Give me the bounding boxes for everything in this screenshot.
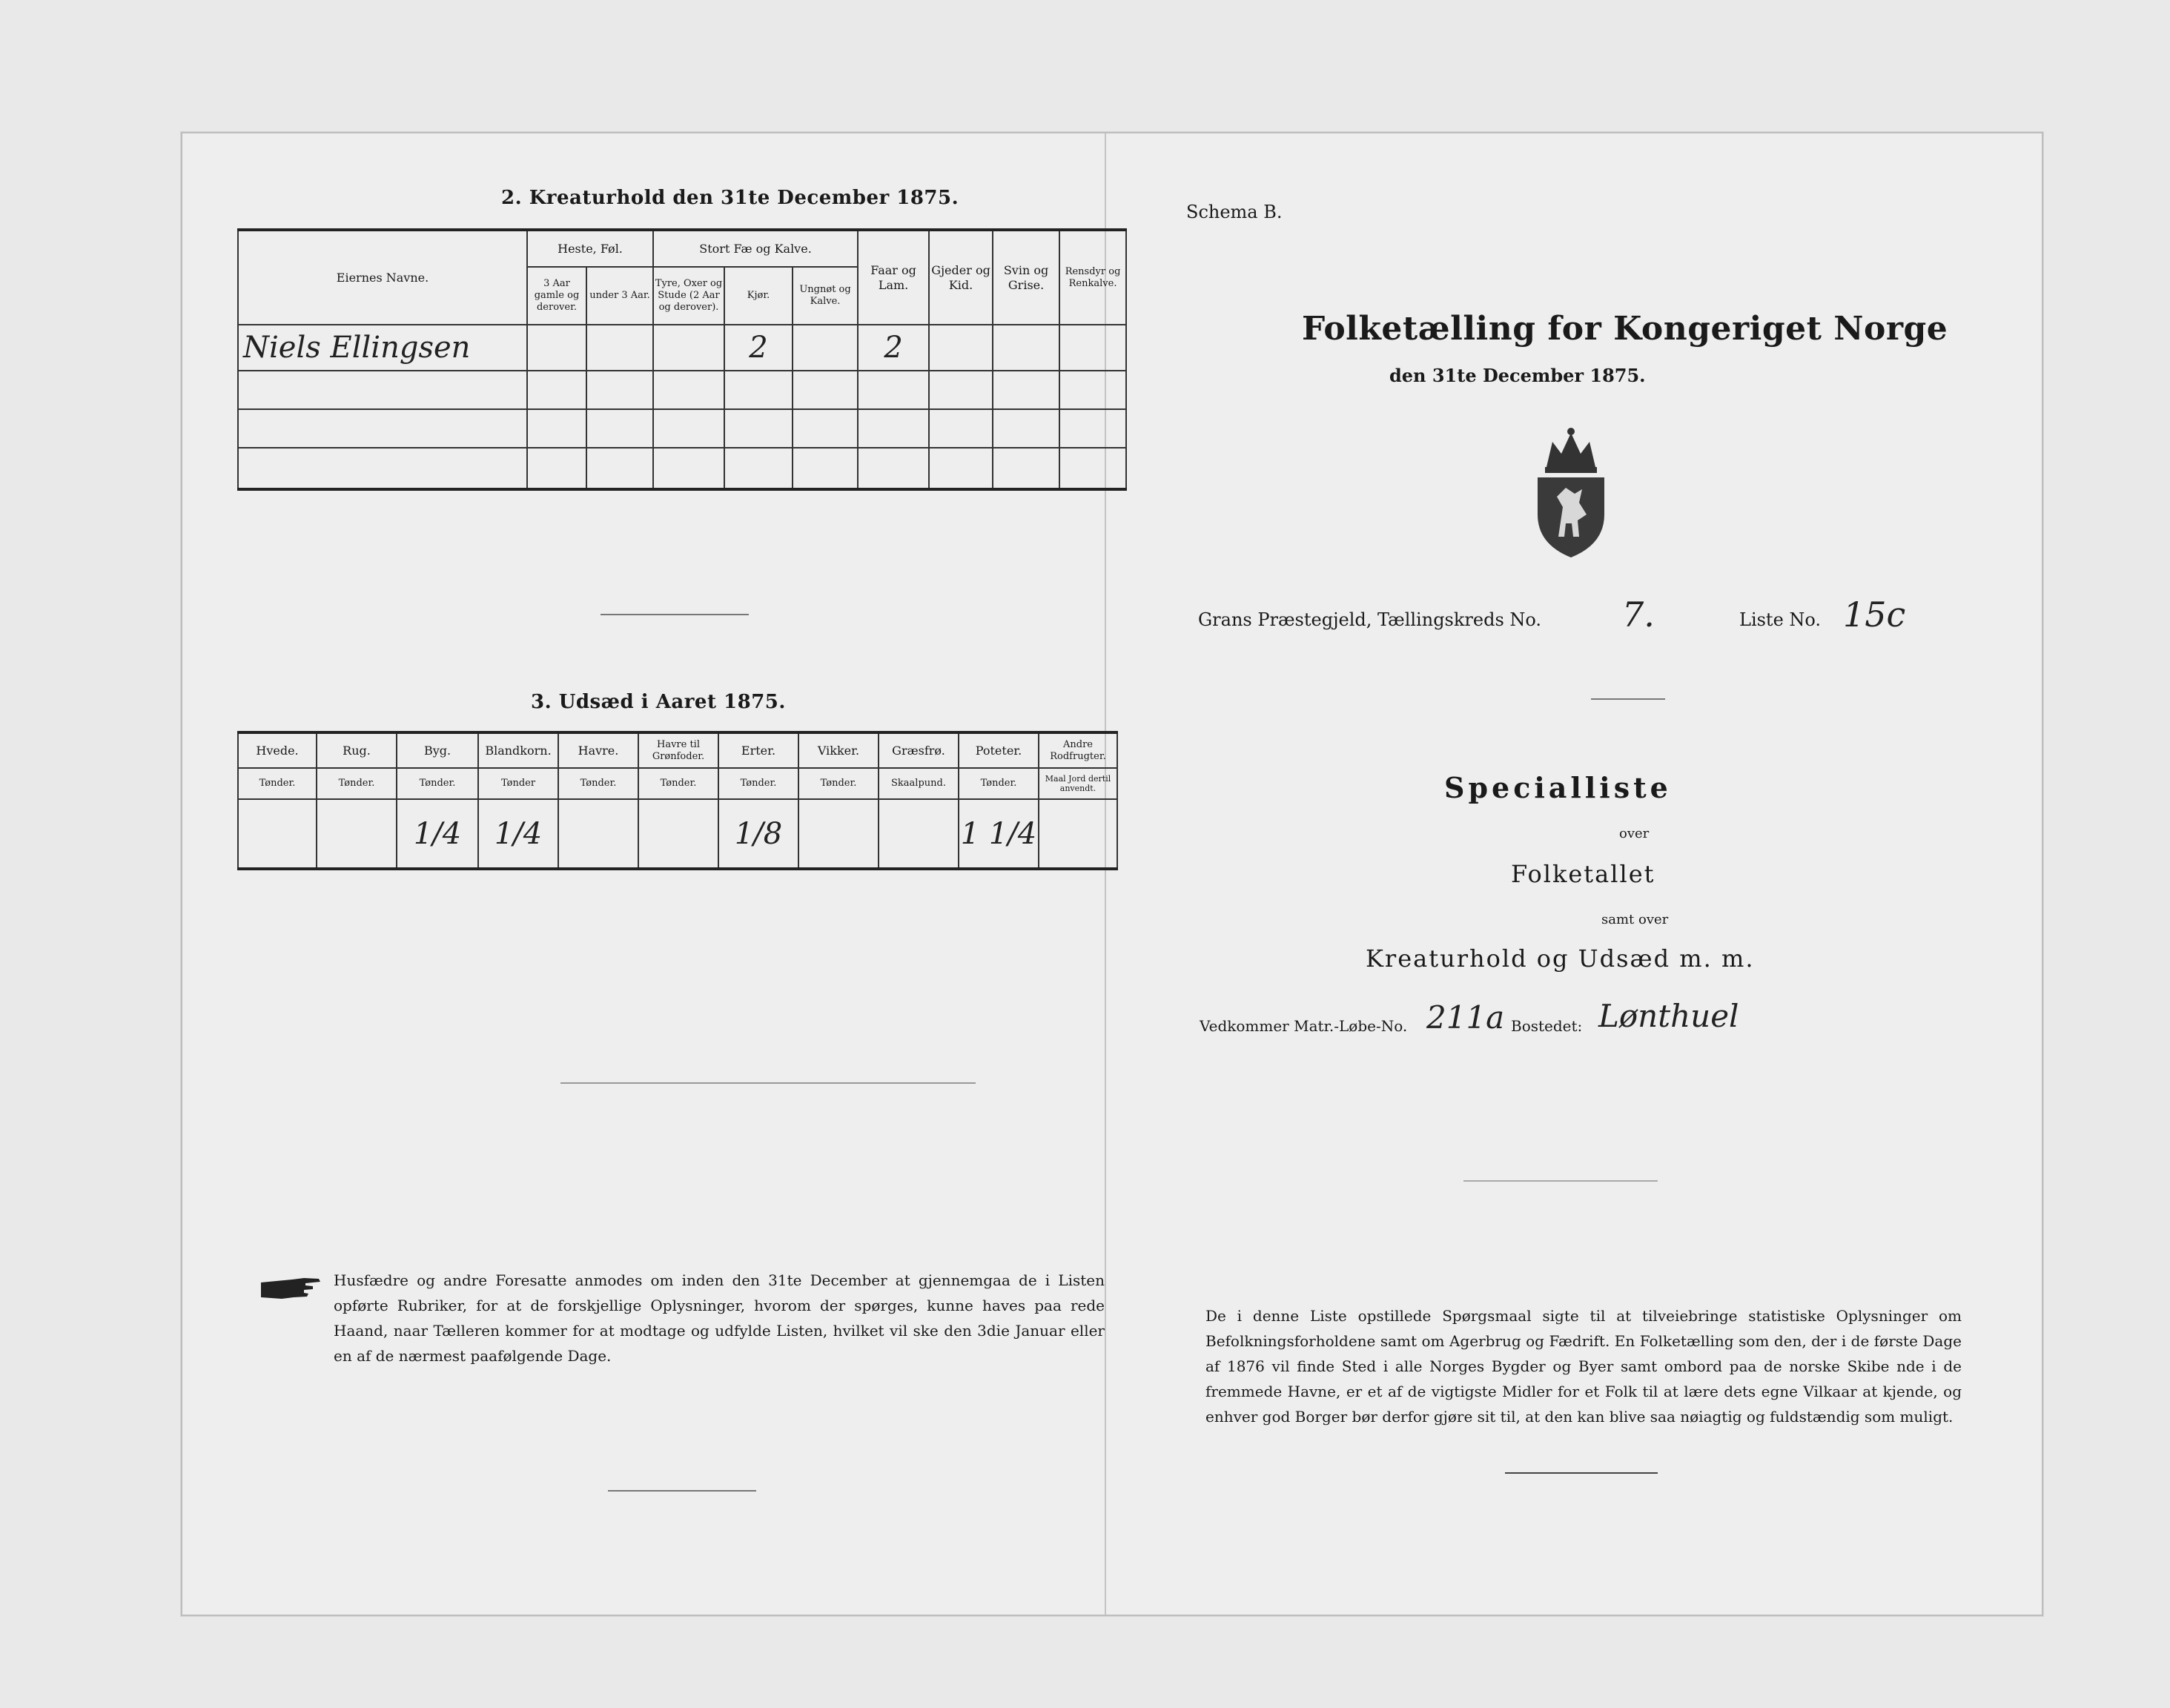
seed-col-unit: Tønder.: [397, 768, 478, 799]
seed-col-unit: Tønder.: [558, 768, 638, 799]
table-cell: [793, 371, 858, 409]
table-cell: [586, 371, 653, 409]
table-cell: [238, 409, 527, 448]
census-date: den 31te December 1875.: [1389, 365, 1646, 386]
seed-col-unit: Tønder.: [798, 768, 879, 799]
kreds-number: 7.: [1622, 595, 1655, 635]
table-cell: [793, 448, 858, 489]
table-cell: [1059, 371, 1126, 409]
seed-value-cell: [558, 799, 638, 869]
seed-col-unit: Tønder.: [638, 768, 718, 799]
bosted-value: Lønthuel: [1598, 998, 1739, 1034]
seed-value-cell: 1/4: [397, 799, 478, 869]
seed-value-cell: [798, 799, 879, 869]
table-row: [238, 371, 1126, 409]
seed-value-cell: 1/8: [718, 799, 798, 869]
seed-col-unit: Tønder: [478, 768, 558, 799]
seed-col-header: Havre til Grønfoder.: [638, 732, 718, 768]
liste-label: Liste No.: [1739, 609, 1822, 630]
gjeder-header: Gjeder og Kid.: [929, 230, 993, 325]
table-cell: [238, 371, 527, 409]
table-row: [238, 799, 1117, 869]
parish-label: Grans Præstegjeld, Tællingskreds No.: [1198, 609, 1542, 630]
ungnot-header: Ungnøt og Kalve.: [793, 267, 858, 325]
kjor-cell: 2: [724, 325, 793, 371]
seed-col-header: Havre.: [558, 732, 638, 768]
section3-title: 3. Udsæd i Aaret 1875.: [531, 691, 786, 713]
table-cell: [586, 448, 653, 489]
seed-col-header: Poteter.: [959, 732, 1039, 768]
seed-col-unit: Tønder.: [959, 768, 1039, 799]
table-cell: [1059, 325, 1126, 371]
table-cell: [586, 409, 653, 448]
heste-old-header: 3 Aar gamle og derover.: [527, 267, 586, 325]
table-cell: [1059, 448, 1126, 489]
seed-col-header: Hvede.: [238, 732, 317, 768]
seed-col-header: Vikker.: [798, 732, 879, 768]
owner-cell: Niels Ellingsen: [238, 325, 527, 371]
table-cell: [586, 325, 653, 371]
seed-col-header: Græsfrø.: [879, 732, 959, 768]
table-cell: [858, 448, 929, 489]
schema-label: Schema B.: [1186, 202, 1283, 222]
seed-col-unit: Tønder.: [317, 768, 397, 799]
seed-value-cell: [317, 799, 397, 869]
table-cell: [724, 409, 793, 448]
table-cell: [653, 371, 724, 409]
explanatory-paragraph: De i denne Liste opstillede Spørgsmaal sigte til at tilveiebringe statistiske Oplysninger om Befolkningsforholdene samt om Agerbrug og Fædrift. En Folketælling som den, der i de første Dage af 1876 vil finde Sted i alle Norges Bygder og Byer samt ombord paa de norske Skibe nde i de fremmede Havne, er et af de vigtigste Midler for et Folk til at lære dets egne Vilkaar at kjende, og enhver god Borger bør derfor gjøre sit til, at den kan blive saa nøiagtig og fuldstændig som muligt.: [1205, 1307, 1962, 1426]
seed-col-header: Byg.: [397, 732, 478, 768]
seed-value-cell: [638, 799, 718, 869]
coat-of-arms-icon: [1530, 426, 1612, 559]
table-cell: [793, 409, 858, 448]
table-cell: [858, 409, 929, 448]
faar-header: Faar og Lam.: [858, 230, 929, 325]
matr-number: 211a: [1426, 999, 1505, 1036]
table-row: [238, 325, 1126, 371]
table-cell: [653, 325, 724, 371]
table-cell: [929, 409, 993, 448]
heste-group-header: Heste, Føl.: [527, 230, 653, 267]
census-title: Folketælling for Kongeriget Norge: [1302, 310, 1948, 348]
seed-col-unit: Tønder.: [718, 768, 798, 799]
table-cell: [993, 409, 1059, 448]
divider-line: [601, 614, 749, 615]
table-cell: [527, 325, 586, 371]
stort-fae-group-header: Stort Fæ og Kalve.: [653, 230, 858, 267]
faar-cell: 2: [858, 325, 929, 371]
seed-col-header: Andre Rodfrugter.: [1039, 732, 1117, 768]
table-cell: [793, 325, 858, 371]
samt-over-label: samt over: [1601, 912, 1669, 927]
kjor-header: Kjør.: [724, 267, 793, 325]
pointing-hand-icon: [259, 1272, 323, 1302]
table-cell: [527, 448, 586, 489]
kreaturhold-heading: Kreaturhold og Udsæd m. m.: [1366, 944, 1755, 973]
seed-value-cell: [238, 799, 317, 869]
table-cell: [527, 409, 586, 448]
divider-line: [1505, 1472, 1658, 1474]
seed-col-unit: Tønder.: [238, 768, 317, 799]
specialliste-heading: Specialliste: [1444, 771, 1672, 804]
seed-col-unit: Skaalpund.: [879, 768, 959, 799]
seed-col-header: Erter.: [718, 732, 798, 768]
svin-header: Svin og Grise.: [993, 230, 1059, 325]
table-cell: [653, 448, 724, 489]
rensdyr-header: Rensdyr og Renkalve.: [1059, 230, 1126, 325]
table-cell: [858, 371, 929, 409]
seed-col-unit: Maal Jord dertil anvendt.: [1039, 768, 1117, 799]
census-form-sheet: [181, 132, 2043, 1616]
divider-line: [1591, 698, 1665, 700]
seed-value-cell: [1039, 799, 1117, 869]
seed-value-cell: 1/4: [478, 799, 558, 869]
seed-value-cell: [879, 799, 959, 869]
bosted-label: Bostedet:: [1511, 1017, 1583, 1035]
table-cell: [993, 448, 1059, 489]
table-cell: [1059, 409, 1126, 448]
over-label: over: [1619, 826, 1650, 841]
heste-young-header: under 3 Aar.: [586, 267, 653, 325]
owner-header: Eiernes Navne.: [238, 230, 527, 325]
liste-number: 15c: [1843, 595, 1906, 635]
table-cell: [527, 371, 586, 409]
table-cell: [929, 448, 993, 489]
seed-col-header: Blandkorn.: [478, 732, 558, 768]
seed-value-cell: 1 1/4: [959, 799, 1039, 869]
table-cell: [238, 448, 527, 489]
table-cell: [724, 371, 793, 409]
table-cell: [653, 409, 724, 448]
divider-line: [1463, 1180, 1658, 1182]
table-cell: [929, 325, 993, 371]
table-cell: [929, 371, 993, 409]
matr-label: Vedkommer Matr.-Løbe-No.: [1200, 1017, 1408, 1035]
table-cell: [724, 448, 793, 489]
seed-table: [237, 731, 1118, 870]
table-cell: [993, 371, 1059, 409]
folketallet-heading: Folketallet: [1511, 860, 1655, 888]
table-cell: [993, 325, 1059, 371]
tyre-header: Tyre, Oxer og Stude (2 Aar og derover).: [653, 267, 724, 325]
livestock-table: [237, 228, 1127, 491]
section2-title: 2. Kreaturhold den 31te December 1875.: [501, 187, 959, 209]
divider-line: [608, 1490, 756, 1492]
divider-line: [560, 1082, 976, 1084]
table-row: [238, 448, 1126, 489]
table-row: [238, 409, 1126, 448]
notice-text: Husfædre og andre Foresatte anmodes om inden den 31te December at gjennemgaa de i Listen opførte Rubriker, for at de forskjellige Oplysninger, hvorom der spørges, kunne haves paa rede Haand, naar Tælleren kommer for at modtage og udfylde Listen, hvilket vil ske den 3die Januar eller en af de nærmest paafølgende Dage.: [334, 1271, 1105, 1365]
seed-col-header: Rug.: [317, 732, 397, 768]
